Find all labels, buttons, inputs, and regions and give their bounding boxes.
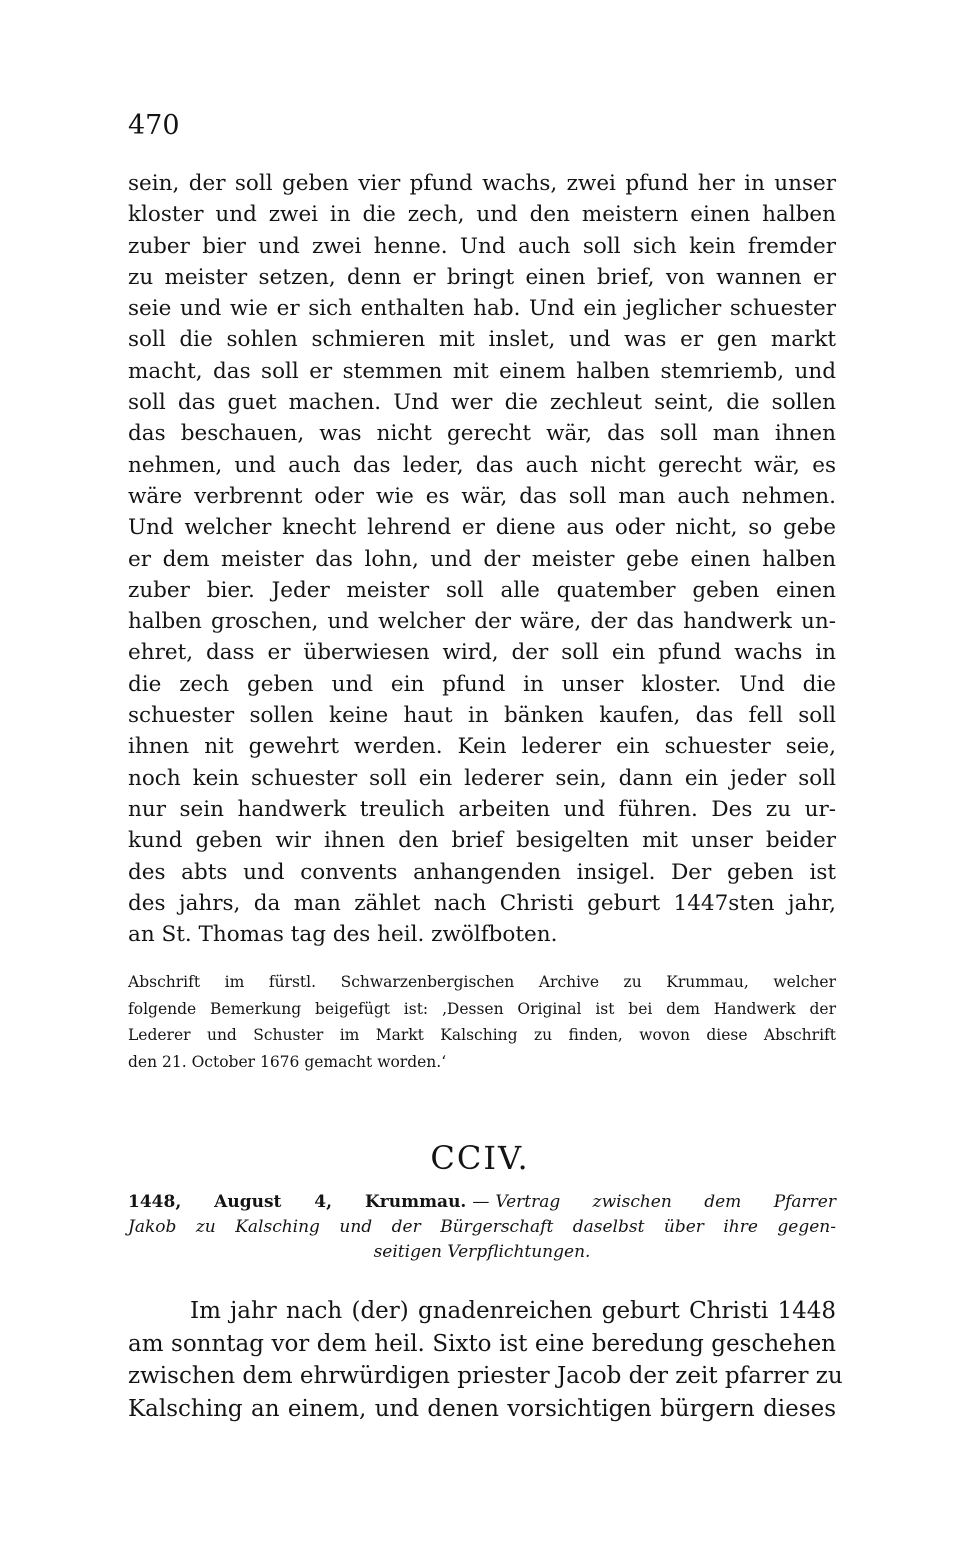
note-line: Abschrift im fürstl. Schwarzenbergischen Archive zu Krummau, welcher bbox=[128, 973, 836, 991]
text-line: soll das guet machen. Und wer die zechleut seint, die sollen bbox=[128, 390, 836, 416]
doc-line: Im jahr nach (der) gnadenreichen geburt Christi 1448 bbox=[190, 1298, 836, 1324]
body-text bbox=[128, 168, 836, 950]
text-line: ehret, dass er überwiesen wird, der soll ein pfund wachs in bbox=[128, 640, 836, 666]
source-note bbox=[128, 969, 836, 1075]
text-line: kloster und zwei in die zech, und den meistern einen halben bbox=[128, 202, 836, 228]
text-line: die zech geben und ein pfund in unser kloster. Und die bbox=[128, 671, 836, 697]
text-line: zuber bier. Jeder meister soll alle quatember geben einen bbox=[128, 577, 836, 603]
text-line: halben groschen, und welcher der wäre, der das handwerk un- bbox=[128, 609, 836, 635]
text-line: noch kein schuester soll ein lederer sein, dann ein jeder soll bbox=[128, 765, 836, 791]
document-text bbox=[128, 1295, 843, 1425]
text-line: schuester sollen keine haut in bänken kaufen, das fell soll bbox=[128, 703, 836, 729]
heading-line: seitigen Verpflichtungen. bbox=[373, 1242, 591, 1262]
text-line: ihnen nit gewehrt werden. Kein lederer ein schuester seie, bbox=[128, 734, 836, 760]
doc-line: zwischen dem ehrwürdigen priester Jacob der zeit pfarrer zu bbox=[128, 1363, 843, 1389]
text-line: seie und wie er sich enthalten hab. Und ein jeglicher schuester bbox=[128, 296, 836, 322]
text-line: soll die sohlen schmieren mit inslet, und was er gen markt bbox=[128, 327, 836, 353]
text-line: Und welcher knecht lehrend er diene aus oder nicht, so gebe bbox=[128, 515, 836, 541]
document-heading bbox=[128, 1190, 836, 1265]
text-line: an St. Thomas tag des heil. zwölfboten. bbox=[128, 922, 558, 948]
heading-date-place: 1448, August 4, Krummau. bbox=[128, 1192, 467, 1212]
note-line: Lederer und Schuster im Markt Kalsching zu finden, wovon diese Abschrift bbox=[128, 1026, 836, 1044]
heading-title: Vertrag zwischen dem Pfarrer bbox=[495, 1192, 836, 1212]
text-line: zu meister setzen, denn er bringt einen brief, von wannen er bbox=[128, 264, 836, 290]
text-line: des jahrs, da man zählet nach Christi geburt 1447sten jahr, bbox=[128, 890, 836, 916]
text-line: zuber bier und zwei henne. Und auch soll sich kein fremder bbox=[128, 233, 836, 259]
page-number: 470 bbox=[128, 110, 180, 141]
doc-line: am sonntag vor dem heil. Sixto ist eine beredung geschehen bbox=[128, 1330, 836, 1357]
heading-line: Jakob zu Kalsching und der Bürgerschaft daselbst über ihre gegen- bbox=[128, 1217, 836, 1237]
doc-line: Kalsching an einem, und denen vorsichtigen bürgern dieses bbox=[128, 1395, 836, 1422]
heading-line bbox=[128, 1190, 836, 1215]
note-line: den 21. October 1676 gemacht worden.‘ bbox=[128, 1052, 447, 1071]
text-line: nur sein handwerk treulich arbeiten und führen. Des zu ur- bbox=[128, 796, 836, 822]
text-line: macht, das soll er stemmen mit einem halben stemriemb, und bbox=[128, 358, 836, 384]
heading-dash: — bbox=[472, 1192, 490, 1212]
note-line: folgende Bemerkung beigefügt ist: ‚Dessen Original ist bei dem Handwerk der bbox=[128, 999, 836, 1018]
text-line: er dem meister das lohn, und der meister gebe einen halben bbox=[128, 546, 836, 572]
text-line: des abts und convents anhangenden insigel. Der geben ist bbox=[128, 859, 836, 885]
text-line: das beschauen, was nicht gerecht wär, das soll man ihnen bbox=[128, 421, 836, 447]
text-line: kund geben wir ihnen den brief besigelten mit unser beider bbox=[128, 828, 836, 854]
section-number: CCIV. bbox=[430, 1139, 530, 1177]
text-line: wäre verbrennt oder wie es wär, das soll man auch nehmen. bbox=[128, 483, 836, 509]
text-line: nehmen, und auch das leder, das auch nicht gerecht wär, es bbox=[128, 452, 836, 478]
text-line: sein, der soll geben vier pfund wachs, zwei pfund her in unser bbox=[128, 171, 836, 196]
